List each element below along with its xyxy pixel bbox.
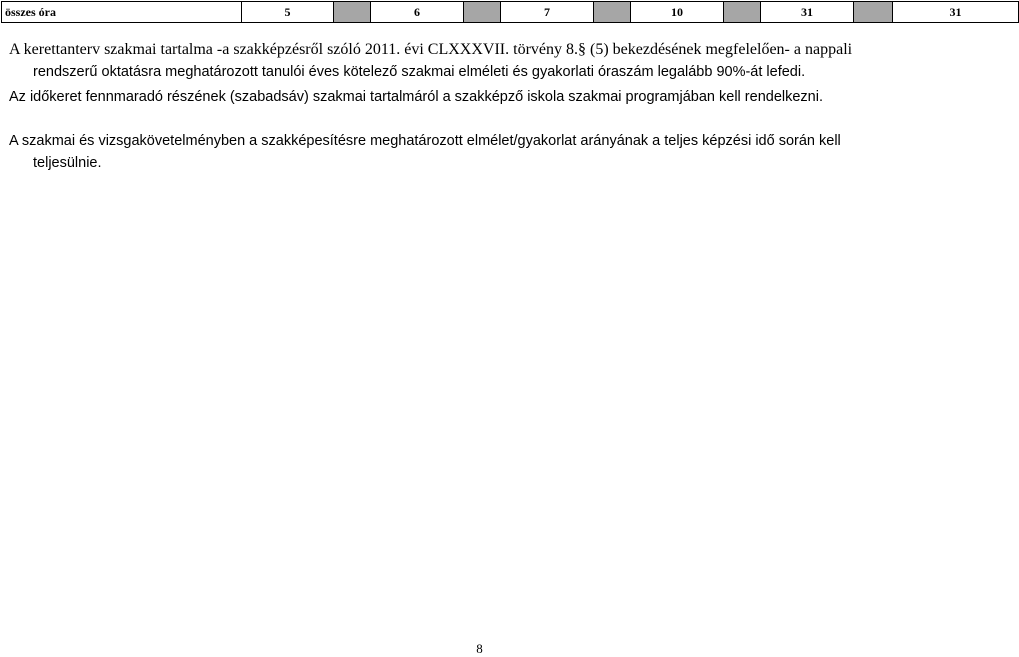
table-cell: 31 (761, 2, 854, 23)
table-cell-shaded (334, 2, 371, 23)
paragraph-theory-practice-ratio (9, 130, 952, 174)
page-number: 8 (476, 641, 483, 656)
table-cell: 31 (893, 2, 1019, 23)
row-label: összes óra (2, 2, 242, 23)
paragraph-line: teljesülnie. (33, 155, 102, 171)
table-cell: 5 (242, 2, 334, 23)
table-cell-shaded (464, 2, 501, 23)
paragraph-line: Az időkeret fennmaradó részének (szabadsáv) szakmai tartalmáról a szakképző iskola szakmai programjában kell rendelkezni. (9, 89, 823, 105)
table-cell: 7 (501, 2, 594, 23)
table-cell-shaded (854, 2, 893, 23)
hours-summary-table (1, 1, 1019, 23)
table-cell-shaded (724, 2, 761, 23)
table-row (2, 2, 1019, 23)
table-cell: 10 (631, 2, 724, 23)
paragraph-free-time-frame (9, 86, 952, 108)
table-cell-shaded (594, 2, 631, 23)
table-cell: 6 (371, 2, 464, 23)
paragraph-line: A kerettanterv szakmai tartalma -a szakképzésről szóló 2011. évi CLXXXVII. törvény 8.§ (5) bekezdésének megfelelően- a nappali (9, 41, 853, 58)
paragraph-line: rendszerű oktatásra meghatározott tanulói éves kötelező szakmai elméleti és gyakorlati óraszám legalább 90%-át lefedi. (33, 64, 806, 80)
paragraph-line: A szakmai és vizsgakövetelményben a szakképesítésre meghatározott elmélet/gyakorlat arányának a teljes képzési idő során kell (9, 133, 841, 149)
paragraph-curriculum-coverage (9, 39, 952, 83)
